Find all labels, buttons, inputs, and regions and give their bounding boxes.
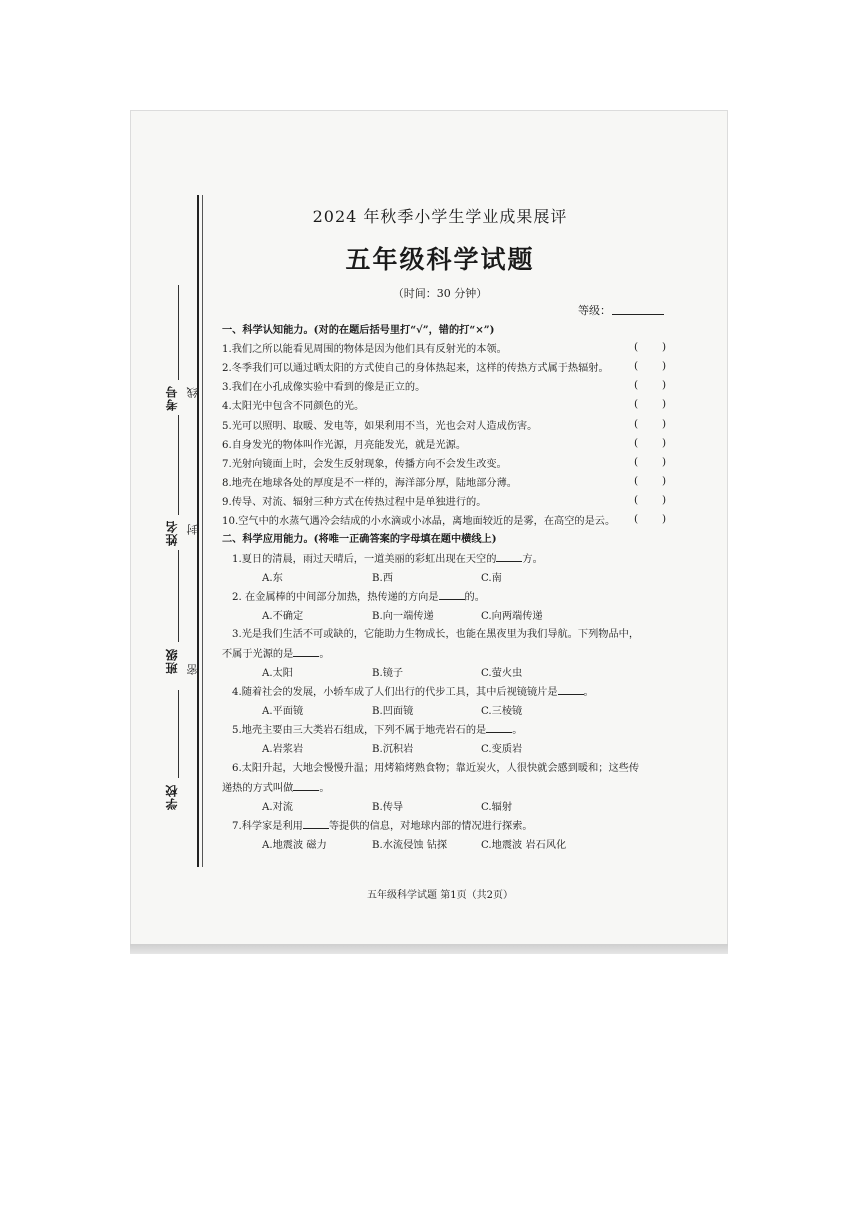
paren-open: ( bbox=[634, 494, 639, 506]
seal-char-seal: 封 bbox=[186, 524, 199, 535]
question-stem-suffix: 。 bbox=[583, 687, 594, 698]
judgment-item: 6.自身发光的物体叫作光源，月亮能发光，就是光源。 bbox=[222, 440, 467, 451]
answer-option: B.凹面镜 bbox=[372, 706, 414, 717]
paren-close: ) bbox=[662, 437, 667, 449]
judgment-item: 3.我们在小孔成像实验中看到的像是正立的。 bbox=[222, 382, 426, 393]
answer-blank[interactable] bbox=[293, 645, 319, 657]
question-stem-suffix: 的。 bbox=[464, 592, 485, 603]
answer-option: B.镜子 bbox=[372, 668, 404, 679]
answer-option: C.三棱镜 bbox=[481, 706, 523, 717]
answer-option: A.太阳 bbox=[262, 668, 293, 679]
answer-option: B.沉积岩 bbox=[372, 744, 414, 755]
question-stem-text: 7.科学家是利用 bbox=[232, 821, 303, 832]
answer-option: B.西 bbox=[372, 573, 393, 584]
name-label: 姓名 bbox=[165, 520, 179, 546]
paren-close: ) bbox=[662, 398, 667, 410]
exam-number-fill-line bbox=[178, 285, 179, 380]
exam-title-line2: 五年级科学试题 bbox=[345, 245, 535, 274]
answer-option: B.传导 bbox=[372, 802, 404, 813]
answer-blank[interactable] bbox=[439, 588, 465, 600]
question-stem bbox=[232, 588, 485, 607]
seal-char-secret: 密 bbox=[186, 664, 199, 675]
question-stem-suffix: 等提供的信息，对地球内部的情况进行探索。 bbox=[328, 821, 533, 832]
paren-close: ) bbox=[662, 360, 667, 372]
question-stem-suffix: 。 bbox=[319, 783, 330, 794]
class-label: 班级 bbox=[165, 648, 179, 674]
paren-open: ( bbox=[634, 360, 639, 372]
answer-option: B.水流侵蚀 钻探 bbox=[372, 840, 448, 851]
judgment-item: 10.空气中的水蒸气遇冷会结成的小水滴或小冰晶，离地面较近的是雾，在高空的是云。 bbox=[222, 516, 616, 527]
name-fill-line bbox=[178, 550, 179, 642]
binding-line-inner bbox=[202, 195, 203, 867]
judgment-item: 5.光可以照明、取暖、发电等，如果利用不当，光也会对人造成伤害。 bbox=[222, 421, 538, 432]
answer-blank[interactable] bbox=[496, 550, 522, 562]
answer-option: A.平面镜 bbox=[262, 706, 304, 717]
question-stem-line1: 6.太阳升起，大地会慢慢升温；用烤箱烤熟食物；靠近炭火，人很快就会感到暖和；这些传 bbox=[232, 763, 640, 774]
question-stem-text: 4.随着社会的发展，小轿车成了人们出行的代步工具，其中后视镜镜片是 bbox=[232, 687, 558, 698]
answer-option: C.辐射 bbox=[481, 802, 513, 813]
question-stem-line1: 3.光是我们生活不可或缺的，它能助力生物成长，也能在黑夜里为我们导航。下列物品中， bbox=[232, 629, 640, 640]
question-stem bbox=[232, 721, 522, 740]
answer-blank[interactable] bbox=[303, 817, 329, 829]
question-stem-suffix: 。 bbox=[512, 725, 523, 736]
paren-open: ( bbox=[634, 456, 639, 468]
answer-blank[interactable] bbox=[486, 721, 512, 733]
grade-label: 等级： bbox=[578, 304, 611, 317]
question-stem bbox=[232, 550, 543, 569]
answer-option: C.萤火虫 bbox=[481, 668, 523, 679]
question-stem-suffix: 方。 bbox=[522, 554, 543, 565]
class-fill-line bbox=[178, 690, 179, 778]
judgment-item: 2.冬季我们可以通过晒太阳的方式使自己的身体热起来，这样的传热方式属于热辐射。 bbox=[222, 363, 609, 374]
paren-close: ) bbox=[662, 418, 667, 430]
question-stem-text: 不属于光源的是 bbox=[222, 649, 294, 660]
paren-open: ( bbox=[634, 341, 639, 353]
answer-blank[interactable] bbox=[293, 779, 319, 791]
answer-option: A.地震波 磁力 bbox=[262, 840, 327, 851]
grade-fill-line bbox=[612, 314, 664, 315]
school-label: 学校 bbox=[165, 784, 179, 810]
exam-number-label: 考号 bbox=[165, 385, 179, 411]
question-stem-text: 2. 在金属棒的中间部分加热，热传递的方向是 bbox=[232, 592, 439, 603]
question-stem-suffix: 。 bbox=[319, 649, 330, 660]
paper-edge-shadow bbox=[130, 944, 728, 954]
question-stem bbox=[222, 645, 330, 664]
section2-heading: 二、科学应用能力。(将唯一正确答案的字母填在题中横线上) bbox=[222, 533, 497, 545]
paren-open: ( bbox=[634, 437, 639, 449]
judgment-item: 1.我们之所以能看见周围的物体是因为他们具有反射光的本领。 bbox=[222, 344, 507, 355]
question-stem bbox=[232, 683, 594, 702]
paren-open: ( bbox=[634, 379, 639, 391]
question-stem-text: 1.夏日的清晨，雨过天晴后，一道美丽的彩虹出现在天空的 bbox=[232, 554, 497, 565]
answer-option: A.东 bbox=[262, 573, 283, 584]
paren-close: ) bbox=[662, 341, 667, 353]
paren-open: ( bbox=[634, 398, 639, 410]
paren-close: ) bbox=[662, 494, 667, 506]
answer-option: A.不确定 bbox=[262, 611, 304, 622]
paren-close: ) bbox=[662, 379, 667, 391]
answer-option: C.变质岩 bbox=[481, 744, 523, 755]
answer-blank[interactable] bbox=[558, 683, 584, 695]
answer-option: A.对流 bbox=[262, 802, 293, 813]
question-stem-text: 5.地壳主要由三大类岩石组成，下列不属于地壳岩石的是 bbox=[232, 725, 487, 736]
seal-char-line: 线 bbox=[186, 387, 199, 398]
question-stem bbox=[232, 817, 533, 836]
judgment-item: 7.光射向镜面上时，会发生反射现象，传播方向不会发生改变。 bbox=[222, 459, 507, 470]
page-footer: 五年级科学试题 第1页（共2页） bbox=[367, 890, 513, 901]
paren-close: ) bbox=[662, 513, 667, 525]
answer-option: A.岩浆岩 bbox=[262, 744, 304, 755]
paren-open: ( bbox=[634, 418, 639, 430]
question-stem bbox=[222, 779, 330, 798]
answer-option: C.地震波 岩石风化 bbox=[481, 840, 567, 851]
judgment-item: 9.传导、对流、辐射三种方式在传热过程中是单独进行的。 bbox=[222, 497, 487, 508]
exam-title-line1: 2024 年秋季小学生学业成果展评 bbox=[312, 207, 568, 226]
paren-open: ( bbox=[634, 513, 639, 525]
time-note: （时间：30 分钟） bbox=[392, 287, 488, 300]
judgment-item: 4.太阳光中包含不同颜色的光。 bbox=[222, 401, 365, 412]
paren-close: ) bbox=[662, 475, 667, 487]
paren-close: ) bbox=[662, 456, 667, 468]
paren-open: ( bbox=[634, 475, 639, 487]
question-stem-text: 递热的方式叫做 bbox=[222, 783, 294, 794]
answer-option: B.向一端传递 bbox=[372, 611, 434, 622]
answer-option: C.南 bbox=[481, 573, 502, 584]
exam-number-fill-line-2 bbox=[178, 415, 179, 515]
section1-heading: 一、科学认知能力。(对的在题后括号里打“√”，错的打“×”) bbox=[222, 324, 495, 336]
judgment-item: 8.地壳在地球各处的厚度是不一样的，海洋部分厚，陆地部分薄。 bbox=[222, 478, 517, 489]
answer-option: C.向两端传递 bbox=[481, 611, 543, 622]
